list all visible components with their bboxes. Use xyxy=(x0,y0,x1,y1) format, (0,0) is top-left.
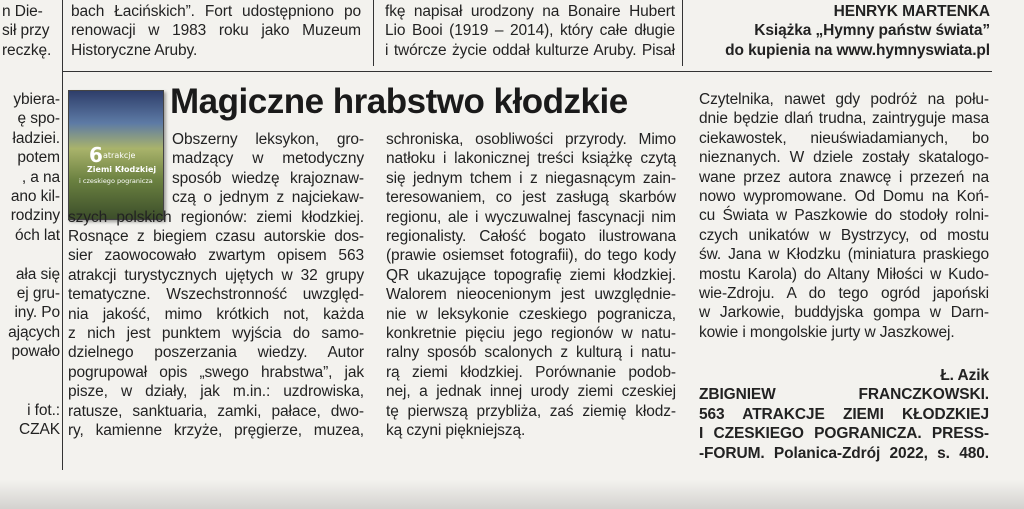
cover-number: 6 xyxy=(89,143,103,167)
text-line: św. Jana w Kłodzku (miniatura praskiego xyxy=(699,246,989,264)
top-col-c xyxy=(385,2,675,60)
text-line: czych unikatów w Bystrzycy, od mostu xyxy=(699,226,989,244)
text-line: nej, a jednak innej urody ziemi czeskiej xyxy=(386,383,676,401)
text-line: i fot.: xyxy=(27,401,60,419)
text-line: bach Łacińskich”. Fort udostępniono po xyxy=(71,3,361,20)
text-line: wie-Zdroju. A do tego ogród japoński xyxy=(699,285,989,303)
text-line: natłoku i lakonicznej treści książkę czytą xyxy=(386,150,676,168)
text-line: ładziei. xyxy=(12,129,60,147)
top-col-b xyxy=(71,2,361,60)
article-col-1 xyxy=(68,208,364,441)
text-line: ry, kamienne krzyże, pręgierze, muzea, xyxy=(68,422,364,440)
text-line: ała się xyxy=(15,265,60,283)
book-cover-image xyxy=(68,90,164,220)
bib-line: ZBIGNIEW FRANCZKOWSKI. xyxy=(699,386,989,404)
top-divider xyxy=(62,71,992,72)
text-line: nieznanych. W dziele zostały skatalogo- xyxy=(699,149,989,167)
text-line: cu Świata w Paszkowie do stodoły rolni- xyxy=(699,207,989,225)
text-line xyxy=(2,381,60,400)
text-line: rodziny xyxy=(10,207,60,225)
text-line: CZAK xyxy=(19,420,60,438)
left-cut-column xyxy=(2,90,60,439)
text-line: Czytelnika, nawet gdy podróż na połu- xyxy=(699,91,989,108)
text-line: renowacji w 1983 roku jako Muzeum xyxy=(71,22,361,40)
text-line: (prawie osiemset fotografii), do tego kody xyxy=(386,247,676,265)
text-line: ających xyxy=(8,323,60,341)
text-line: pogrupował opis „swego hrabstwa”, jak xyxy=(68,363,364,381)
article-col-3 xyxy=(699,90,989,342)
text-line: nia jakość, mimo krótkich not, każda xyxy=(68,305,364,323)
text-line: regionu, ale i wyczuwalnej fascynacji nim xyxy=(386,208,676,226)
column-rule-left xyxy=(62,0,63,470)
text-line: z nich jest punktem wyjścia do samo- xyxy=(68,325,364,343)
text-line: Lio Booi (1919 – 2014), który całe długie xyxy=(385,22,675,40)
text-line: czą o jednym z najciekaw- xyxy=(172,189,364,207)
text-line: Historyczne Aruby. xyxy=(71,41,198,59)
text-line: się jednym tchem i z niegasnącym zain- xyxy=(386,169,676,187)
text-line: fkę napisał urodzony na Bonaire Hubert xyxy=(385,3,675,20)
text-line xyxy=(2,245,60,264)
text-line: QR ukazujące topografię ziemi kłodzkiej. xyxy=(386,266,676,284)
text-line: do kupienia na www.hymnyswiata.pl xyxy=(725,41,990,59)
bib-line: -FORUM. Polanica-Zdrój 2022, s. 480. xyxy=(699,444,989,462)
text-line: reczkę. xyxy=(2,41,52,59)
text-line: teresowaniem, co jest zasługą skarbów xyxy=(386,189,676,207)
book-bibliography xyxy=(699,385,989,463)
text-line: sposób wiedzę krajoznaw- xyxy=(172,169,364,187)
text-line: konkretnie pięciu jego regionów w natu- xyxy=(386,325,676,343)
bib-line: 563 ATRAKCJE ZIEMI KŁODZKIEJ xyxy=(699,405,989,423)
text-line: ej gru- xyxy=(16,285,60,303)
column-rule-top-2 xyxy=(682,0,683,66)
text-line: ano kil- xyxy=(10,188,60,206)
text-line: regionalisty. Całość bogato ilustrowana xyxy=(386,228,676,246)
text-line: rą ziemi kłodzkiej. Porównanie podob- xyxy=(386,363,676,381)
text-line: ką czyni piękniejszą. xyxy=(386,422,526,440)
text-line: ybiera- xyxy=(13,91,60,108)
text-line: ratusze, sanktuaria, zamki, pałace, dwo- xyxy=(68,402,364,420)
text-line: n Die- xyxy=(2,3,43,20)
text-line: potem xyxy=(17,149,60,167)
text-line: sier zaowocowało zwartym opisem 563 xyxy=(68,247,364,265)
text-line: ralny sposób scalonych z kulturą i natu- xyxy=(386,344,676,362)
article-col-2 xyxy=(386,130,676,441)
text-line: szych polskich regionów: ziemi kłodzkiej. xyxy=(68,208,364,226)
text-line: madzący w metodyczny xyxy=(172,150,364,168)
top-col-d xyxy=(690,2,990,60)
text-line: kowie i mongolskie jurty w Jaszkowej. xyxy=(699,323,955,341)
text-line: ciekawostek, nieuświadamianych, bo xyxy=(699,129,989,147)
cover-line-3: i czeskiego pogranicza xyxy=(79,177,153,185)
cover-line-2: Ziemi Kłodzkiej xyxy=(87,165,157,174)
text-line: dnie będzie dlań trudna, zaintryguje masa xyxy=(699,110,989,128)
text-line: Walorem nieocenionym jest uwzględnie- xyxy=(386,286,676,304)
text-line: Obszerny leksykon, gro- xyxy=(172,131,364,148)
text-line: sił przy xyxy=(2,22,50,40)
text-line: Rosnące z biegiem czasu autorskie dos- xyxy=(68,228,364,245)
text-line: dzielnego poszerzania wiedzy. Autor xyxy=(68,344,364,362)
text-line xyxy=(2,362,60,381)
bib-line: I CZESKIEGO POGRANICZA. PRESS- xyxy=(699,425,989,443)
text-line: mostu Karola) do Altany Miłości w Kudo- xyxy=(699,265,989,283)
author-name: HENRYK MARTENKA xyxy=(833,3,990,20)
text-line: Książka „Hymny państw świata” xyxy=(754,22,990,40)
column-rule-top-1 xyxy=(373,0,374,66)
article-col-1-wrap xyxy=(172,130,364,208)
text-line: óch lat xyxy=(15,226,60,244)
text-line: tę pierwszą przybliża, zaś ziemię kłodz- xyxy=(386,402,676,420)
text-line: pisze, w działy, jak m.in.: uzdrowiska, xyxy=(68,383,364,401)
cover-line-1: atrakcje xyxy=(103,151,136,160)
text-line: schroniska, osobliwości przyrody. Mimo xyxy=(386,131,676,148)
text-line: , a na xyxy=(21,168,60,186)
text-line: w Jarkowie, buddyjska gompa w Darn- xyxy=(699,304,989,322)
text-line: iny. Po xyxy=(14,304,60,322)
text-line: nie w leksykonie czeskiego pogranicza, xyxy=(386,305,676,323)
text-line: i twórcze życie oddał kulturze Aruby. Pisał xyxy=(385,41,675,59)
review-signature: Ł. Azik xyxy=(940,367,989,384)
text-line: nowo wypromowane. Od Domu na Koń- xyxy=(699,188,989,206)
top-col-a xyxy=(2,2,60,60)
text-line: ę spo- xyxy=(17,110,60,128)
text-line: powało xyxy=(11,343,60,361)
text-line: wane przez autora znawcę i przezeń na xyxy=(699,168,989,186)
article-headline: Magiczne hrabstwo kłodzkie xyxy=(170,82,628,121)
text-line: atrakcji turystycznych ujętych w 32 grupy xyxy=(68,266,364,284)
text-line: tematyczne. Wszechstronność uwzględ- xyxy=(68,286,364,304)
scan-edge xyxy=(0,480,1024,509)
